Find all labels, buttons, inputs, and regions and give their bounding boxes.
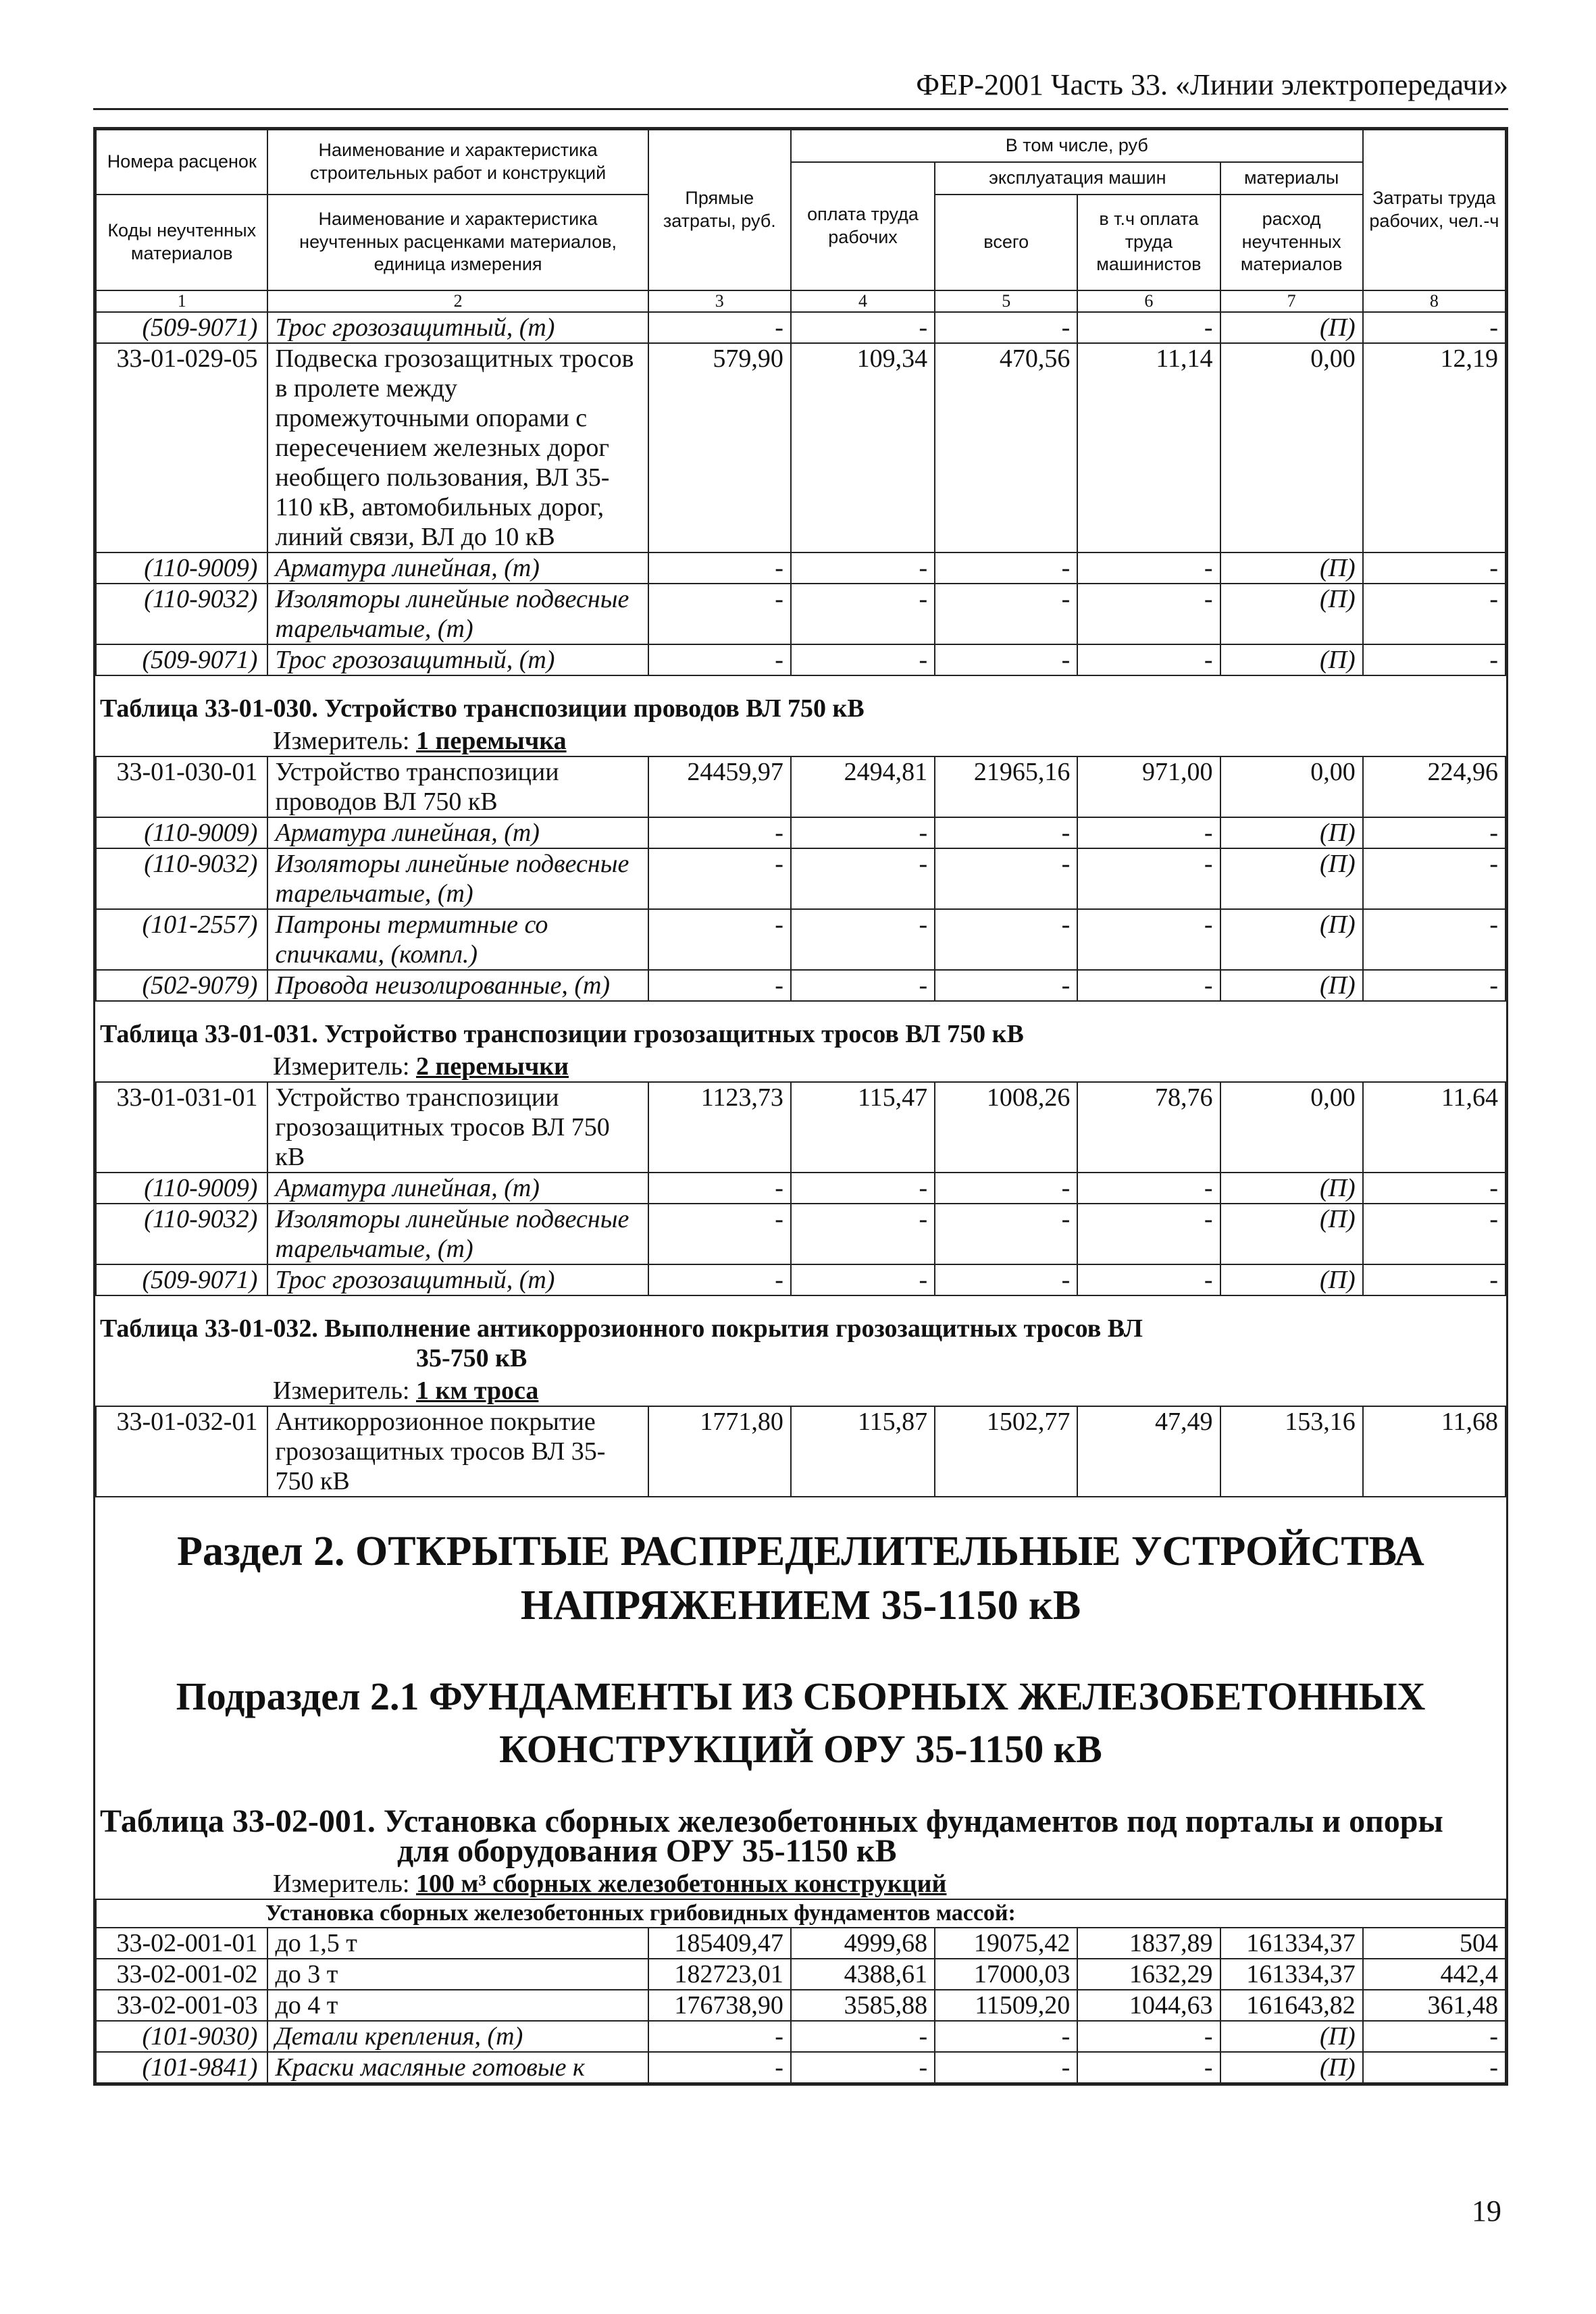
direct-costs: -	[648, 584, 791, 644]
direct-costs: 185409,47	[648, 1928, 791, 1959]
measure-value: 2 перемычки	[416, 1052, 569, 1081]
section-2	[96, 1497, 1505, 1789]
table-33-02-001-rows	[96, 1928, 1505, 2083]
rate-code: 33-01-029-05	[96, 343, 267, 552]
labor-costs: 361,48	[1363, 1990, 1505, 2021]
col-unaccounted-names: Наименование и характеристика неучтенных расценками материалов, единица измерения	[267, 195, 648, 290]
labor-costs: -	[1363, 1204, 1505, 1264]
rate-code: 33-01-030-01	[96, 756, 267, 817]
direct-costs: -	[648, 970, 791, 1001]
rate-code: (110-9009)	[96, 552, 267, 584]
labor-costs: 11,68	[1363, 1406, 1505, 1497]
materials-cost: (П)	[1220, 2021, 1363, 2052]
subsection-title-line2: КОНСТРУКЦИЙ ОРУ 35-1150 кВ	[499, 1726, 1102, 1771]
machine-total: 470,56	[935, 343, 1077, 552]
table-row	[96, 848, 1505, 909]
machinist-pay: -	[1077, 2052, 1220, 2083]
materials-cost: (П)	[1220, 552, 1363, 584]
direct-costs: -	[648, 312, 791, 343]
rate-code: (101-9841)	[96, 2052, 267, 2083]
machine-total: -	[935, 848, 1077, 909]
workers-pay: -	[791, 2052, 935, 2083]
machinist-pay: -	[1077, 584, 1220, 644]
rate-code: 33-01-031-01	[96, 1082, 267, 1173]
machinist-pay: -	[1077, 1204, 1220, 1264]
rate-code: (101-9030)	[96, 2021, 267, 2052]
table-row	[96, 909, 1505, 970]
materials-cost: (П)	[1220, 848, 1363, 909]
materials-cost: (П)	[1220, 970, 1363, 1001]
machine-total: -	[935, 817, 1077, 848]
materials-cost: 153,16	[1220, 1406, 1363, 1497]
table-title: Таблица 33-01-030. Устройство транспозиции проводов ВЛ 750 кВ	[100, 694, 865, 723]
table-row	[96, 312, 1505, 343]
work-name: Патроны термитные со спичками, (компл.)	[267, 909, 648, 970]
machinist-pay: 1044,63	[1077, 1990, 1220, 2021]
workers-pay: -	[791, 2021, 935, 2052]
rate-code: (509-9071)	[96, 644, 267, 675]
table-title-line1: Таблица 33-01-032. Выполнение антикоррозионного покрытия грозозащитных тросов ВЛ	[100, 1314, 1143, 1343]
col-number: 1	[96, 290, 267, 312]
labor-costs: -	[1363, 848, 1505, 909]
machinist-pay: 47,49	[1077, 1406, 1220, 1497]
table-row	[96, 1959, 1505, 1990]
work-name: Устройство транспозиции грозозащитных тросов ВЛ 750 кВ	[267, 1082, 648, 1173]
rate-code: (110-9032)	[96, 848, 267, 909]
col-material-consumption: расход неучтенных материалов	[1220, 195, 1363, 290]
table-row	[96, 584, 1505, 644]
col-rate-numbers: Номера расценок	[96, 130, 267, 195]
labor-costs: -	[1363, 970, 1505, 1001]
col-machine-operation: эксплуатация машин	[935, 162, 1220, 195]
table-title-line2: для оборудования ОРУ 35-1150 кВ	[397, 1832, 897, 1869]
direct-costs: -	[648, 909, 791, 970]
rate-code: (110-9009)	[96, 817, 267, 848]
machinist-pay: -	[1077, 909, 1220, 970]
workers-pay: 4388,61	[791, 1959, 935, 1990]
table-measure	[96, 1869, 1505, 1899]
table-33-01-030	[96, 675, 1505, 756]
direct-costs: -	[648, 1173, 791, 1204]
machine-total: -	[935, 2021, 1077, 2052]
workers-pay: -	[791, 644, 935, 675]
labor-costs: -	[1363, 909, 1505, 970]
workers-pay: -	[791, 1264, 935, 1295]
table-row	[96, 644, 1505, 675]
work-name: Изоляторы линейные подвесные тарельчатые, (т)	[267, 1204, 648, 1264]
col-number: 3	[648, 290, 791, 312]
machinist-pay: -	[1077, 848, 1220, 909]
workers-pay: 2494,81	[791, 756, 935, 817]
direct-costs: 24459,97	[648, 756, 791, 817]
table-row	[96, 2052, 1505, 2083]
workers-pay: -	[791, 552, 935, 584]
labor-costs: 224,96	[1363, 756, 1505, 817]
table-title: Таблица 33-01-031. Устройство транспозиции грозозащитных тросов ВЛ 750 кВ	[100, 1019, 1024, 1048]
work-name: Изоляторы линейные подвесные тарельчатые, (т)	[267, 584, 648, 644]
table-measure	[96, 1376, 1505, 1406]
labor-costs: -	[1363, 2021, 1505, 2052]
col-number: 7	[1220, 290, 1363, 312]
direct-costs: -	[648, 1204, 791, 1264]
direct-costs: -	[648, 2021, 791, 2052]
measure-value: 1 км троса	[416, 1376, 539, 1405]
measure-label: Измеритель:	[273, 1052, 410, 1081]
work-name: Арматура линейная, (т)	[267, 817, 648, 848]
col-direct-costs: Прямые затраты, руб.	[648, 130, 791, 290]
machinist-pay: -	[1077, 2021, 1220, 2052]
measure-label: Измеритель:	[273, 726, 410, 755]
table-row	[96, 1928, 1505, 1959]
machinist-pay: 971,00	[1077, 756, 1220, 817]
labor-costs: -	[1363, 1173, 1505, 1204]
table-measure	[96, 1052, 1505, 1082]
col-machinist-pay: в т.ч оплата труда машинистов	[1077, 195, 1220, 290]
page-number: 19	[1472, 2194, 1501, 2228]
rate-code: 33-02-001-02	[96, 1959, 267, 1990]
materials-cost: (П)	[1220, 1173, 1363, 1204]
labor-costs: -	[1363, 552, 1505, 584]
work-name: до 3 т	[267, 1959, 648, 1990]
direct-costs: -	[648, 848, 791, 909]
page-header-title: ФЕР-2001 Часть 33. «Линии электропередачи»	[916, 68, 1508, 101]
workers-pay: -	[791, 1173, 935, 1204]
rate-code: (509-9071)	[96, 312, 267, 343]
col-machine-total: всего	[935, 195, 1077, 290]
materials-cost: (П)	[1220, 1204, 1363, 1264]
materials-cost: 161334,37	[1220, 1959, 1363, 1990]
workers-pay: -	[791, 584, 935, 644]
table-row	[96, 970, 1505, 1001]
col-work-name: Наименование и характеристика строительных работ и конструкций	[267, 130, 648, 195]
rows-top	[96, 312, 1505, 675]
table-row	[96, 1406, 1505, 1497]
machine-total: 21965,16	[935, 756, 1077, 817]
work-name: Устройство транспозиции проводов ВЛ 750 кВ	[267, 756, 648, 817]
workers-pay: -	[791, 312, 935, 343]
materials-cost: (П)	[1220, 2052, 1363, 2083]
labor-costs: -	[1363, 312, 1505, 343]
col-number: 4	[791, 290, 935, 312]
machine-total: 11509,20	[935, 1990, 1077, 2021]
machinist-pay: -	[1077, 312, 1220, 343]
labor-costs: 12,19	[1363, 343, 1505, 552]
materials-cost: 161643,82	[1220, 1990, 1363, 2021]
work-name: Изоляторы линейные подвесные тарельчатые, (т)	[267, 848, 648, 909]
workers-pay: 4999,68	[791, 1928, 935, 1959]
work-name: Провода неизолированные, (т)	[267, 970, 648, 1001]
workers-pay: -	[791, 909, 935, 970]
table-33-01-031-rows	[96, 1082, 1505, 1295]
col-unaccounted-codes: Коды неучтенных материалов	[96, 195, 267, 290]
direct-costs: 579,90	[648, 343, 791, 552]
page-header	[93, 55, 1508, 110]
table-header	[96, 130, 1505, 312]
work-name: Трос грозозащитный, (т)	[267, 644, 648, 675]
materials-cost: 0,00	[1220, 756, 1363, 817]
direct-costs: -	[648, 1264, 791, 1295]
document-content	[93, 127, 1508, 2086]
direct-costs: 182723,01	[648, 1959, 791, 1990]
materials-cost: (П)	[1220, 817, 1363, 848]
machine-total: 1502,77	[935, 1406, 1077, 1497]
machinist-pay: -	[1077, 552, 1220, 584]
machinist-pay: 78,76	[1077, 1082, 1220, 1173]
table-row	[96, 343, 1505, 552]
price-table	[95, 129, 1506, 2084]
direct-costs: -	[648, 2052, 791, 2083]
col-number: 6	[1077, 290, 1220, 312]
machine-total: 1008,26	[935, 1082, 1077, 1173]
group-title: Установка сборных железобетонных грибовидных фундаментов массой:	[96, 1899, 1505, 1928]
measure-label: Измеритель:	[273, 1376, 410, 1405]
machinist-pay: 11,14	[1077, 343, 1220, 552]
materials-cost: (П)	[1220, 644, 1363, 675]
machine-total: -	[935, 1204, 1077, 1264]
rate-code: (110-9032)	[96, 584, 267, 644]
table-row	[96, 2021, 1505, 2052]
table-row	[96, 1264, 1505, 1295]
subsection-title-line1: Подраздел 2.1 ФУНДАМЕНТЫ ИЗ СБОРНЫХ ЖЕЛЕЗОБЕТОННЫХ	[176, 1674, 1426, 1718]
rate-code: (509-9071)	[96, 1264, 267, 1295]
work-name: Арматура линейная, (т)	[267, 552, 648, 584]
labor-costs: 504	[1363, 1928, 1505, 1959]
machine-total: -	[935, 312, 1077, 343]
machine-total: -	[935, 584, 1077, 644]
materials-cost: (П)	[1220, 584, 1363, 644]
machinist-pay: -	[1077, 817, 1220, 848]
table-row	[96, 552, 1505, 584]
col-workers-pay: оплата труда рабочих	[791, 162, 935, 290]
table-title	[96, 1789, 1505, 1869]
workers-pay: -	[791, 1204, 935, 1264]
machine-total: 19075,42	[935, 1928, 1077, 1959]
section-title	[96, 1497, 1505, 1646]
labor-costs: -	[1363, 817, 1505, 848]
machinist-pay: -	[1077, 644, 1220, 675]
table-title-line2: 35-750 кВ	[416, 1343, 527, 1372]
table-row	[96, 1990, 1505, 2021]
labor-costs: -	[1363, 584, 1505, 644]
work-name: Подвеска грозозащитных тросов в пролете между промежуточными опорами с пересечением железных дорог необщего пользования, ВЛ 35-110 кВ, автомобильных дорог, линий связи, ВЛ до 10 кВ	[267, 343, 648, 552]
direct-costs: -	[648, 817, 791, 848]
labor-costs: -	[1363, 644, 1505, 675]
machine-total: -	[935, 970, 1077, 1001]
col-labor-costs: Затраты труда рабочих, чел.-ч	[1363, 130, 1505, 290]
materials-cost: 161334,37	[1220, 1928, 1363, 1959]
work-name: Арматура линейная, (т)	[267, 1173, 648, 1204]
materials-cost: (П)	[1220, 1264, 1363, 1295]
machinist-pay: 1837,89	[1077, 1928, 1220, 1959]
direct-costs: 176738,90	[648, 1990, 791, 2021]
rate-code: (101-2557)	[96, 909, 267, 970]
col-including: В том числе, руб	[791, 130, 1363, 162]
workers-pay: -	[791, 970, 935, 1001]
workers-pay: -	[791, 848, 935, 909]
workers-pay: 3585,88	[791, 1990, 935, 2021]
machinist-pay: 1632,29	[1077, 1959, 1220, 1990]
rate-code: (110-9009)	[96, 1173, 267, 1204]
col-number: 5	[935, 290, 1077, 312]
table-row	[96, 1082, 1505, 1173]
labor-costs: -	[1363, 1264, 1505, 1295]
measure-label: Измеритель:	[273, 1869, 410, 1898]
machine-total: -	[935, 909, 1077, 970]
table-33-01-032	[96, 1295, 1505, 1406]
machine-total: -	[935, 1173, 1077, 1204]
workers-pay: 109,34	[791, 343, 935, 552]
section-title-line2: НАПРЯЖЕНИЕМ 35-1150 кВ	[520, 1582, 1081, 1628]
labor-costs: 11,64	[1363, 1082, 1505, 1173]
rate-code: 33-01-032-01	[96, 1406, 267, 1497]
workers-pay: 115,87	[791, 1406, 935, 1497]
machinist-pay: -	[1077, 970, 1220, 1001]
column-numbers-row	[96, 290, 1505, 312]
work-name: Трос грозозащитный, (т)	[267, 312, 648, 343]
table-33-01-031	[96, 1001, 1505, 1082]
direct-costs: -	[648, 644, 791, 675]
rate-code: 33-02-001-01	[96, 1928, 267, 1959]
rate-code: 33-02-001-03	[96, 1990, 267, 2021]
table-measure	[96, 726, 1505, 756]
table-row	[96, 817, 1505, 848]
work-name: до 1,5 т	[267, 1928, 648, 1959]
direct-costs: -	[648, 552, 791, 584]
labor-costs: 442,4	[1363, 1959, 1505, 1990]
machine-total: -	[935, 2052, 1077, 2083]
table-33-01-032-rows	[96, 1406, 1505, 1497]
work-name: Трос грозозащитный, (т)	[267, 1264, 648, 1295]
table-row	[96, 1173, 1505, 1204]
table-row	[96, 1204, 1505, 1264]
workers-pay: 115,47	[791, 1082, 935, 1173]
rate-code: (502-9079)	[96, 970, 267, 1001]
work-name: Антикоррозионное покрытие грозозащитных тросов ВЛ 35-750 кВ	[267, 1406, 648, 1497]
materials-cost: (П)	[1220, 312, 1363, 343]
machinist-pay: -	[1077, 1264, 1220, 1295]
work-name: Краски масляные готовые к	[267, 2052, 648, 2083]
table-33-01-030-rows	[96, 756, 1505, 1001]
table-title-line1: Таблица 33-02-001. Установка сборных железобетонных фундаментов под порталы и опоры	[100, 1803, 1443, 1839]
labor-costs: -	[1363, 2052, 1505, 2083]
table-title	[96, 1295, 1505, 1376]
machine-total: -	[935, 552, 1077, 584]
work-name: Детали крепления, (т)	[267, 2021, 648, 2052]
work-name: до 4 т	[267, 1990, 648, 2021]
table-row	[96, 756, 1505, 817]
materials-cost: (П)	[1220, 909, 1363, 970]
subsection-title	[96, 1646, 1505, 1789]
col-number: 2	[267, 290, 648, 312]
col-materials: материалы	[1220, 162, 1363, 195]
machine-total: -	[935, 1264, 1077, 1295]
machine-total: -	[935, 644, 1077, 675]
direct-costs: 1123,73	[648, 1082, 791, 1173]
direct-costs: 1771,80	[648, 1406, 791, 1497]
machinist-pay: -	[1077, 1173, 1220, 1204]
rate-code: (110-9032)	[96, 1204, 267, 1264]
measure-value: 100 м³ сборных железобетонных конструкций	[416, 1869, 947, 1898]
machine-total: 17000,03	[935, 1959, 1077, 1990]
materials-cost: 0,00	[1220, 343, 1363, 552]
workers-pay: -	[791, 817, 935, 848]
section-title-line1: Раздел 2. ОТКРЫТЫЕ РАСПРЕДЕЛИТЕЛЬНЫЕ УСТРОЙСТВА	[177, 1528, 1424, 1574]
materials-cost: 0,00	[1220, 1082, 1363, 1173]
col-number: 8	[1363, 290, 1505, 312]
table-33-02-001	[96, 1789, 1505, 1928]
measure-value: 1 перемычка	[416, 726, 567, 755]
